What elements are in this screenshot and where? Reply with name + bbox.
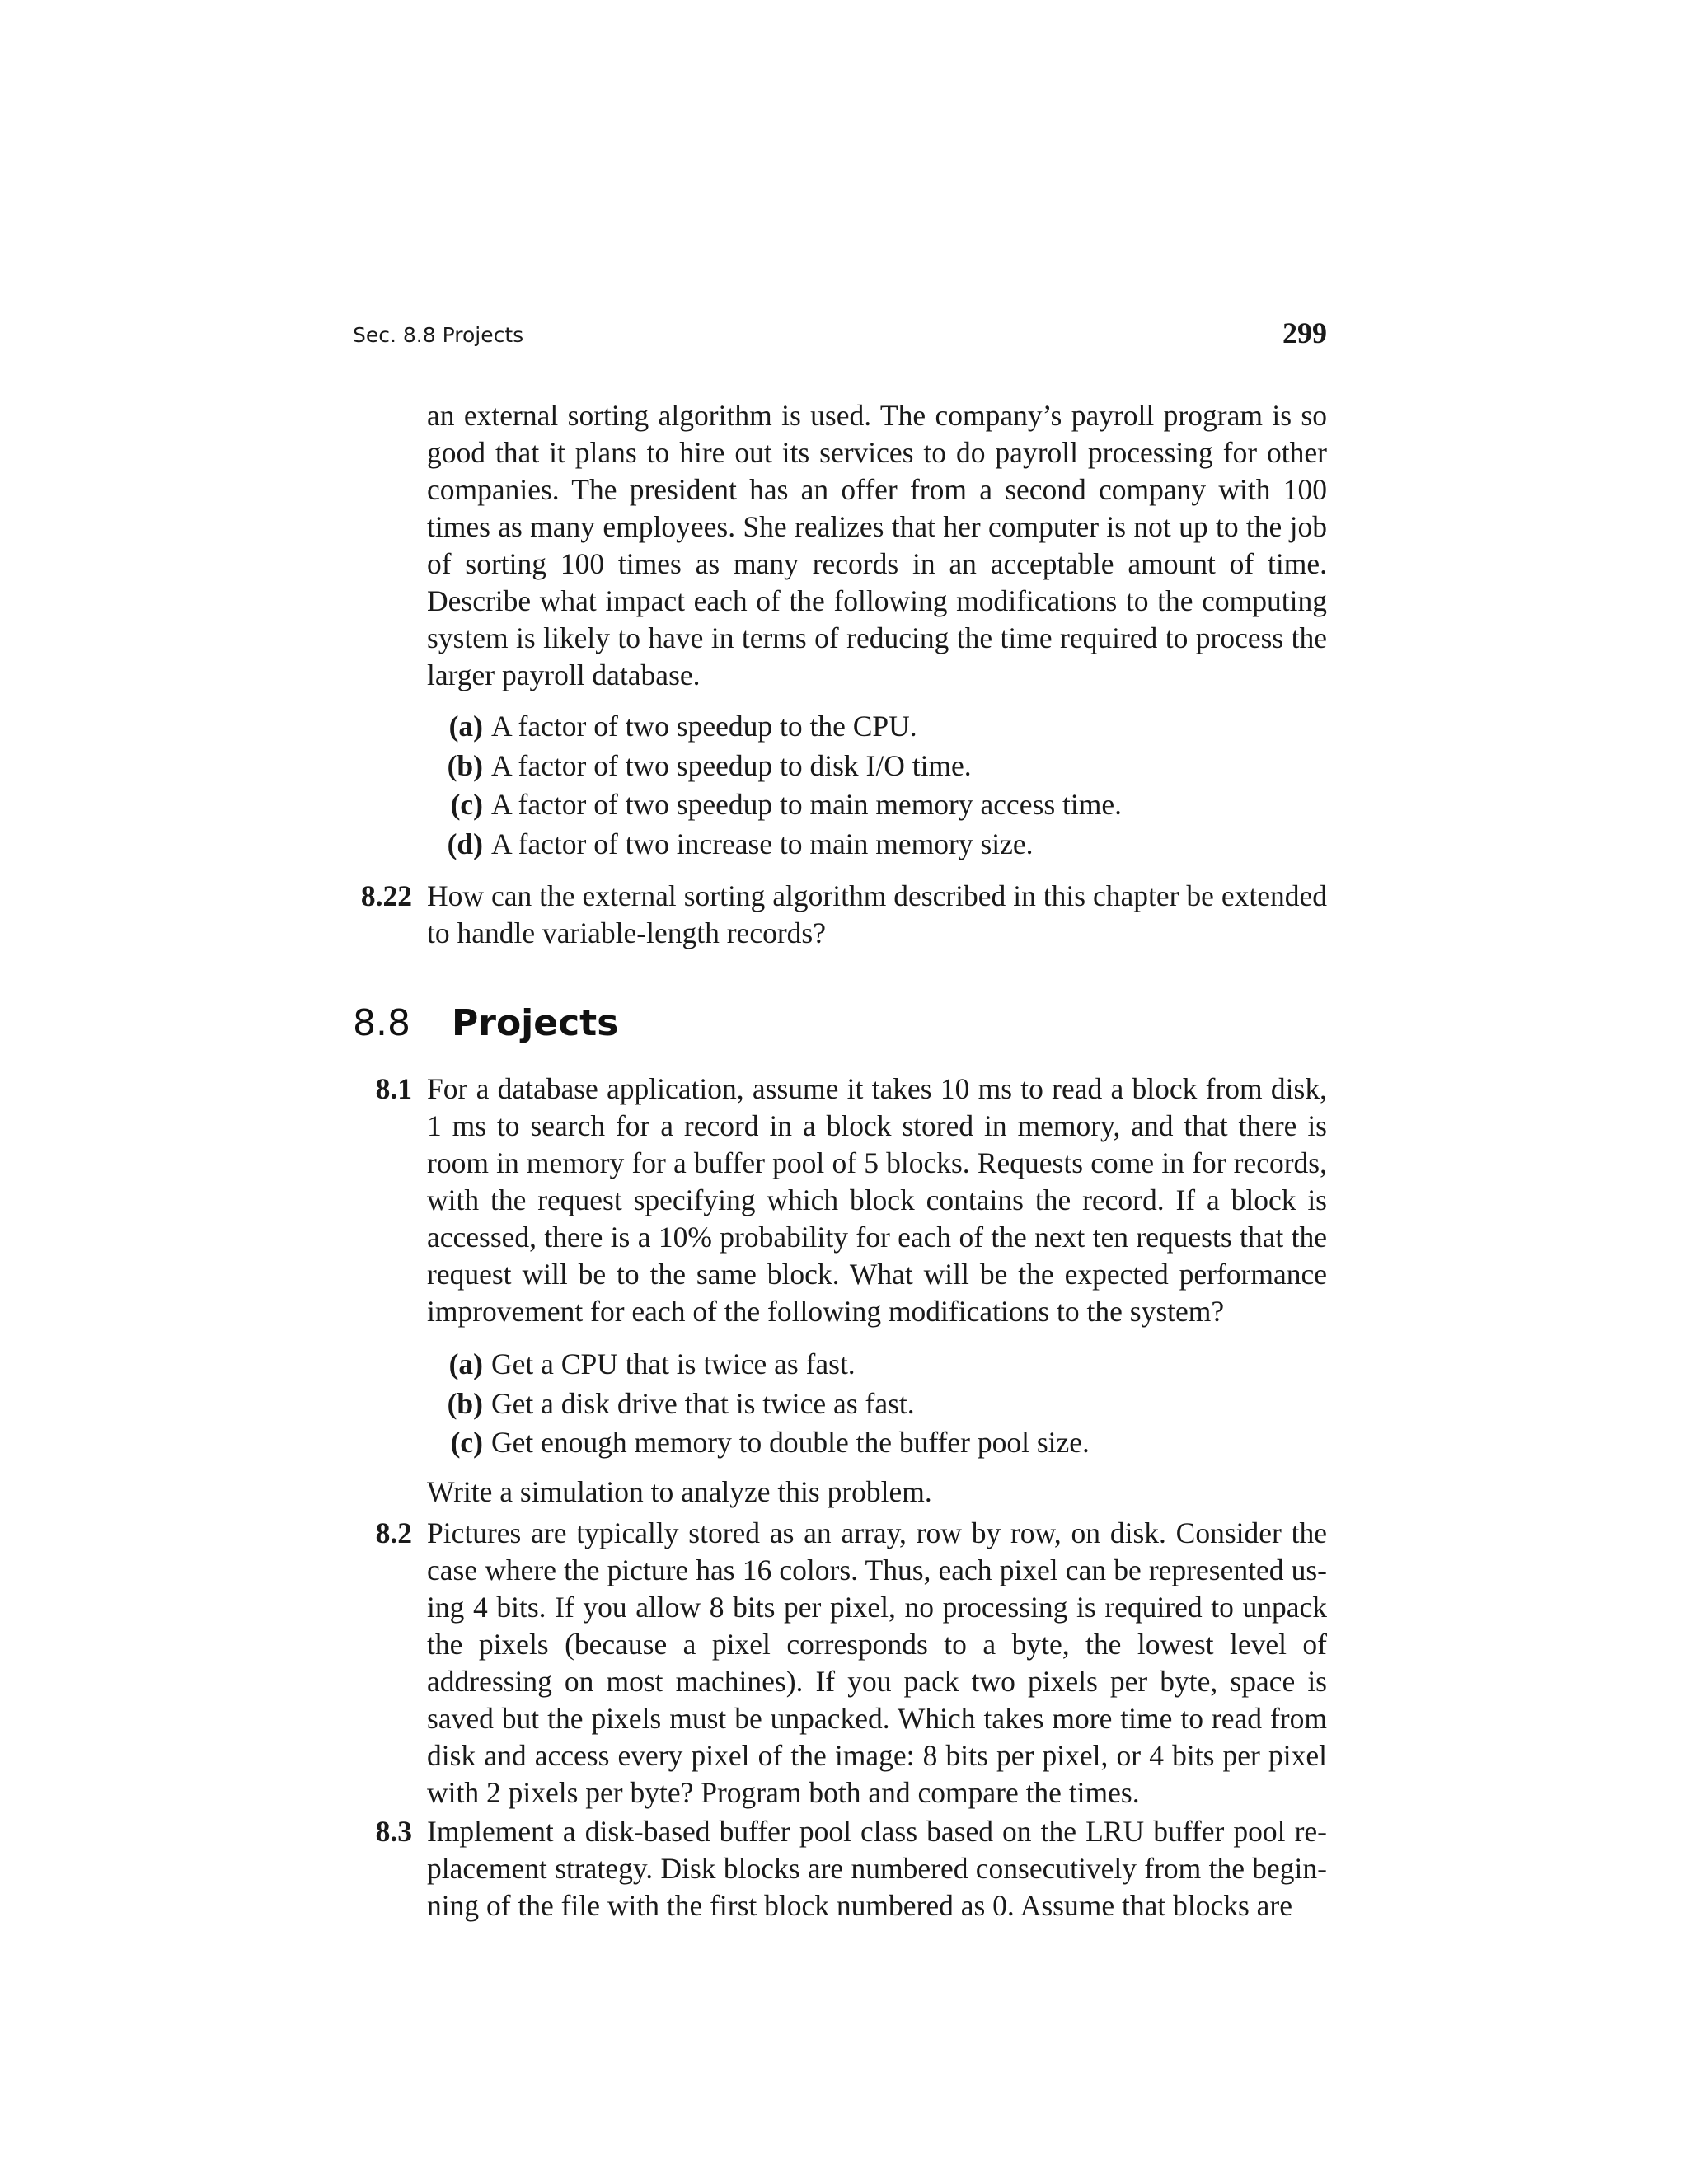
- project-item-list: [442, 1345, 1327, 1463]
- item-text: Get a CPU that is twice as fast.: [491, 1347, 856, 1380]
- project-text: For a database application, assume it takes 10 ms to read a block from disk, 1 ms to search for a record in a block stored in memory, and that there is room in memory for a buffer pool of 5 blocks. Requests come in for records, with the request specifying which block contains the record. If a block is accessed, there is a 10% probability for each of the next ten requests that the request will be to the same block. What will be the expected performance improvement for each of the following modifications to the system?: [427, 1072, 1327, 1328]
- item-text: Get enough memory to double the buffer pool size.: [491, 1426, 1090, 1459]
- list-item: [442, 747, 1327, 786]
- list-item: [442, 785, 1327, 825]
- continued-paragraph: an external sorting algorithm is used. The company’s payroll program is so good that it plans to hire out its services to do payroll processing for other companies. The president has an offer from a second company with 100 times as many employees. She realizes that her computer is not up to the job of sorting 100 times as many records in an acceptable amount of time. Describe what impact each of the following modifications to the computing system is likely to have in terms of reducing the time required to process the larger payroll database.: [427, 399, 1327, 691]
- section-number: 8.8: [353, 1002, 410, 1044]
- list-item: [442, 707, 1327, 747]
- exercise-number: 8.22: [360, 879, 412, 912]
- section-title: Projects: [452, 1002, 619, 1044]
- item-label: (c): [450, 788, 483, 821]
- exercise-text: How can the external sorting algorithm described in this chapter be extended to handle variable-length records?: [427, 879, 1327, 949]
- page-number: 299: [1282, 316, 1327, 349]
- item-text: Get a disk drive that is twice as fast.: [491, 1386, 915, 1420]
- item-text: A factor of two increase to main memory size.: [491, 827, 1034, 860]
- section-heading: [353, 1001, 618, 1047]
- item-label: (b): [447, 748, 483, 782]
- project-text: Implement a disk-based buffer pool class based on the LRU buffer pool replacement strategy. Disk blocks are numbered consecutively from the beginning of the file with the first block numbered as 0. Assume that blocks are: [427, 1815, 1327, 1922]
- item-label: (b): [447, 1386, 483, 1420]
- list-item: [442, 1423, 1327, 1463]
- list-item: [442, 1345, 1327, 1385]
- project-number: 8.1: [375, 1072, 412, 1105]
- item-text: A factor of two speedup to disk I/O time.: [491, 748, 972, 782]
- item-label: (d): [447, 827, 483, 860]
- project-text: Pictures are typically stored as an array, row by row, on disk. Consider the case where the picture has 16 colors. Thus, each pixel can be represented using 4 bits. If you allow 8 bits per pixel, no processing is required to unpack the pixels (because a pixel corresponds to a byte, the lowest level of addressing on most machines). If you pack two pixels per byte, space is saved but the pixels must be unpacked. Which takes more time to read from disk and access every pixel of the image: 8 bits per pixel, or 4 bits per pixel with 2 pixels per byte? Program both and compare the times.: [427, 1516, 1327, 1809]
- project-number: 8.3: [375, 1815, 412, 1848]
- item-label: (c): [450, 1426, 483, 1459]
- continued-item-list: [442, 707, 1327, 864]
- project-number: 8.2: [375, 1516, 412, 1549]
- item-text: A factor of two speedup to the CPU.: [491, 710, 917, 743]
- list-item: [442, 825, 1327, 865]
- running-head: Sec. 8.8 Projects: [353, 323, 524, 347]
- list-item: [442, 1385, 1327, 1424]
- item-label: (a): [448, 1347, 483, 1380]
- item-text: A factor of two speedup to main memory access time.: [491, 788, 1123, 821]
- item-label: (a): [448, 710, 483, 743]
- project-followup: Write a simulation to analyze this problem.: [427, 1475, 932, 1508]
